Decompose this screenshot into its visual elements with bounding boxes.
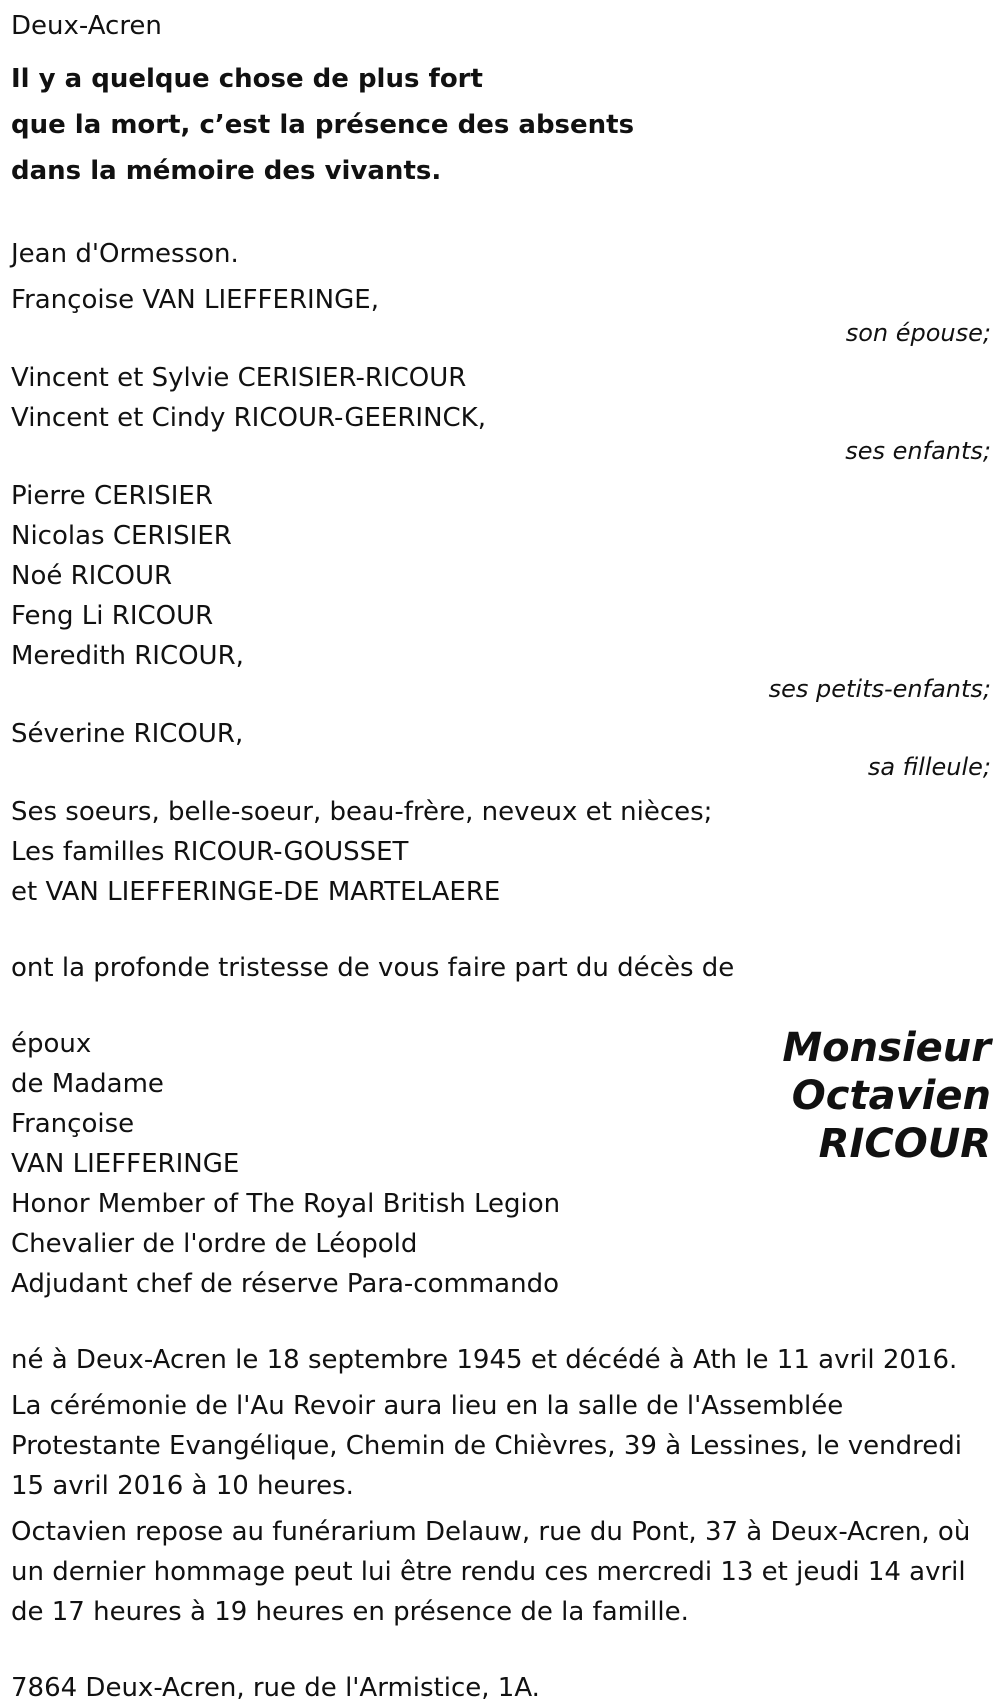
- location-heading: Deux-Acren: [11, 11, 162, 41]
- deceased-name-line: Octavien: [791, 1073, 991, 1119]
- deceased-detail: Adjudant chef de réserve Para-commando: [11, 1269, 559, 1299]
- deceased-detail: Françoise: [11, 1109, 135, 1139]
- ceremony-line: La cérémonie de l'Au Revoir aura lieu en la salle de l'Assemblée: [11, 1391, 844, 1421]
- visitation-line: de 17 heures à 19 heures en présence de la famille.: [11, 1597, 689, 1627]
- ceremony-paragraph: [11, 1386, 991, 1506]
- children-group: [11, 358, 991, 464]
- family-role: son épouse;: [845, 319, 991, 347]
- family-name: Vincent et Cindy RICOUR-GEERINCK,: [11, 403, 486, 433]
- family-name: Séverine RICOUR,: [11, 719, 244, 749]
- deceased-name: [782, 1024, 991, 1168]
- family-address: 7864 Deux-Acren, rue de l'Armistice, 1A.: [11, 1673, 540, 1703]
- quote-author: Jean d'Ormesson.: [11, 239, 239, 269]
- deceased-detail: Honor Member of The Royal British Legion: [11, 1189, 561, 1219]
- family-name: Vincent et Sylvie CERISIER-RICOUR: [11, 363, 467, 393]
- relatives-line: Ses soeurs, belle-soeur, beau-frère, neveux et nièces;: [11, 797, 713, 827]
- relatives-line: Les familles RICOUR-GOUSSET: [11, 837, 409, 867]
- family-name: Françoise VAN LIEFFERINGE,: [11, 285, 379, 315]
- family-name: Meredith RICOUR,: [11, 641, 244, 671]
- other-relatives: [11, 792, 991, 912]
- deceased-detail: Chevalier de l'ordre de Léopold: [11, 1229, 418, 1259]
- ceremony-line: Protestante Evangélique, Chemin de Chièvres, 39 à Lessines, le vendredi: [11, 1431, 962, 1461]
- goddaughter-group: [11, 714, 991, 780]
- obituary-notice: [11, 0, 991, 1708]
- visitation-line: Octavien repose au funérarium Delauw, rue du Pont, 37 à Deux-Acren, où: [11, 1517, 971, 1547]
- ceremony-line: 15 avril 2016 à 10 heures.: [11, 1471, 354, 1501]
- family-role: sa filleule;: [867, 753, 991, 781]
- grandchildren-group: [11, 476, 991, 702]
- quote-line: dans la mémoire des vivants.: [11, 156, 442, 186]
- deceased-detail: époux: [11, 1029, 92, 1059]
- family-name: Nicolas CERISIER: [11, 521, 232, 551]
- deceased-name-line: RICOUR: [818, 1121, 991, 1167]
- family-role: ses enfants;: [845, 437, 991, 465]
- birth-death-dates: né à Deux-Acren le 18 septembre 1945 et décédé à Ath le 11 avril 2016.: [11, 1345, 958, 1375]
- deceased-name-line: Monsieur: [782, 1025, 991, 1071]
- family-name: Pierre CERISIER: [11, 481, 213, 511]
- relatives-line: et VAN LIEFFERINGE-DE MARTELAERE: [11, 877, 501, 907]
- deceased-detail: de Madame: [11, 1069, 164, 1099]
- deceased-detail: VAN LIEFFERINGE: [11, 1149, 240, 1179]
- quote-line: Il y a quelque chose de plus fort: [11, 64, 483, 94]
- deceased-section: [11, 1024, 991, 1304]
- family-name: Noé RICOUR: [11, 561, 173, 591]
- family-role: ses petits-enfants;: [768, 675, 991, 703]
- quote: [11, 56, 991, 194]
- visitation-line: un dernier hommage peut lui être rendu ces mercredi 13 et jeudi 14 avril: [11, 1557, 966, 1587]
- quote-line: que la mort, c’est la présence des absents: [11, 110, 635, 140]
- visitation-paragraph: [11, 1512, 991, 1632]
- family-name: Feng Li RICOUR: [11, 601, 214, 631]
- spouse-group: [11, 280, 991, 346]
- announcement: ont la profonde tristesse de vous faire part du décès de: [11, 953, 735, 983]
